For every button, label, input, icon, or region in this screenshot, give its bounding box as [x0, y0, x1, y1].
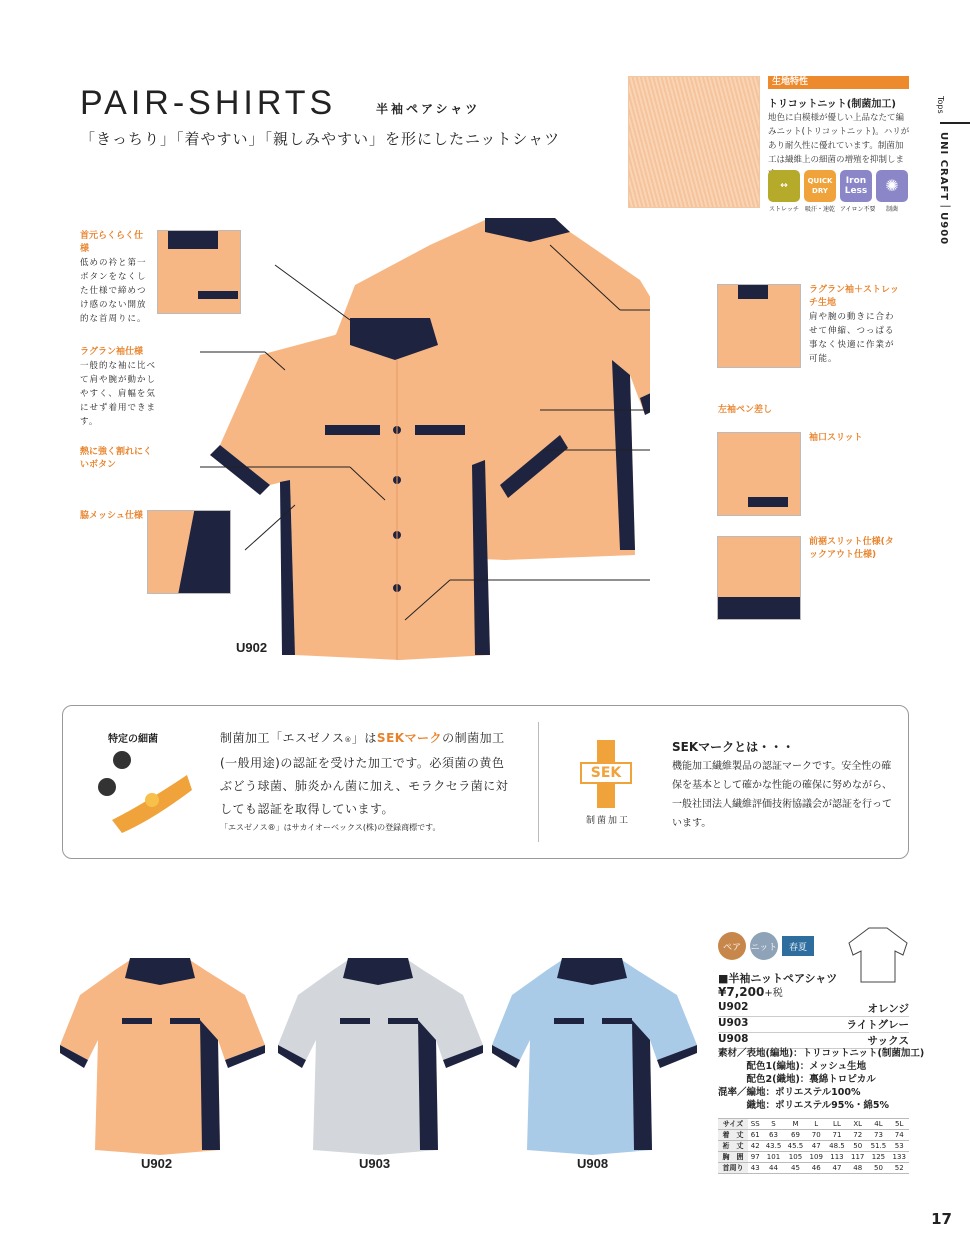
page-subtitle: 半袖ペアシャツ	[376, 102, 481, 116]
size-cell: 97	[748, 1152, 763, 1163]
product-badges	[718, 932, 814, 960]
size-cell: 43	[748, 1163, 763, 1174]
size-cell: L	[806, 1119, 826, 1130]
size-cell: 44	[763, 1163, 785, 1174]
fabric-description: 地色に白模様が優しい上品なたて編みニット(トリコットニット)。ハリがあり耐久性に優れています。制菌加工は繊維上の細菌の増殖を抑制しま	[768, 113, 910, 165]
size-row	[718, 1152, 909, 1163]
product-materials: 素材／表地(編地)：トリコットニット(制菌加工) 配色1(編地)：メッシュ生地 配色2(織地)：裏綿トロピカル 混率／編地：ポリエステル100% 織地：ポリエステル95%・綿5%	[718, 1048, 925, 1111]
bacteria-illustration	[92, 745, 196, 835]
size-cell: 109	[806, 1152, 826, 1163]
size-cell: SS	[748, 1119, 763, 1130]
quick-dry-icon: QUICK DRY	[804, 170, 836, 202]
code-row: U902 オレンジ	[718, 1001, 909, 1015]
feature-iron-less: Iron Less アイロン不要	[840, 170, 872, 213]
product-price: ¥7,200+税	[718, 985, 783, 999]
category-label: Tops	[936, 96, 945, 114]
size-cell: 胸 囲	[718, 1152, 748, 1163]
iron-less-icon: Iron Less	[840, 170, 872, 202]
tagline: 「きっちり」「着やすい」「親しみやすい」を形にしたニットシャツ	[80, 130, 561, 148]
size-cell: 5L	[889, 1119, 909, 1130]
feature-quick-dry: QUICK DRY 吸汗・速乾	[804, 170, 836, 213]
size-cell: 51.5	[867, 1141, 889, 1152]
main-model-label: U902	[236, 640, 268, 655]
size-cell: 117	[848, 1152, 868, 1163]
size-cell: サイズ	[718, 1119, 748, 1130]
size-cell: 47	[826, 1163, 848, 1174]
stretch-icon: ↔	[768, 170, 800, 202]
page-title: PAIR-SHIRTS	[80, 84, 337, 122]
divider	[940, 122, 970, 124]
size-cell: 113	[826, 1152, 848, 1163]
thumb-hem	[717, 536, 801, 620]
product-name: ■半袖ニットペアシャツ	[718, 972, 838, 985]
variant-shirts	[60, 950, 700, 1160]
product-codes	[718, 1001, 909, 1049]
size-cell: S	[763, 1119, 785, 1130]
size-cell: 46	[806, 1163, 826, 1174]
sek-title: SEKマークとは・・・	[672, 740, 795, 754]
callout-mesh: 脇メッシュ仕様	[80, 511, 143, 521]
variant-label-u903: U903	[359, 1156, 391, 1171]
size-cell: 71	[826, 1130, 848, 1141]
size-cell: 61	[748, 1130, 763, 1141]
size-cell: 69	[784, 1130, 806, 1141]
size-cell: 45	[784, 1163, 806, 1174]
size-cell: 101	[763, 1152, 785, 1163]
size-cell: 53	[889, 1141, 909, 1152]
size-row	[718, 1163, 909, 1174]
size-table	[718, 1118, 909, 1174]
size-cell: 4L	[867, 1119, 889, 1130]
antibacterial-description: 制菌加工「エスゼノス®」はSEKマークの制菌加工(一般用途)の認証を受けた加工です。必須菌の黄色ぶどう球菌、肺炎かん菌に加え、モラクセラ菌に対しても認証を取得しています。	[220, 731, 509, 816]
feature-antibacterial: ✺ 制菌	[876, 170, 908, 213]
size-cell: M	[784, 1119, 806, 1130]
variant-u902	[60, 958, 265, 1155]
callout-button: 熱に強く割れにくいボタン	[80, 447, 153, 470]
callout-collar: 首元らくらく仕様 低めの衿と第一ボタンをなくした仕様で締めつけ感のない開放的な首周りに。	[80, 231, 147, 324]
size-cell: 45.5	[784, 1141, 806, 1152]
callout-raglan: ラグラン袖仕様 一般的な袖に比べて肩や腕が動かしやすく、肩幅を気にせず着用できます。	[80, 347, 157, 427]
size-cell: 50	[867, 1163, 889, 1174]
brand-label: UNI CRAFT｜U900	[938, 132, 949, 246]
size-cell: 48.5	[826, 1141, 848, 1152]
size-cell: 74	[889, 1130, 909, 1141]
code-row: U908 サックス	[718, 1033, 909, 1047]
sek-description: 機能加工繊維製品の認証マークです。安全性の確保を基本として確かな性能の確保に努めながら、一般社団法人繊維評価技術協議会が認証を行っています。	[672, 761, 892, 829]
size-cell: LL	[826, 1119, 848, 1130]
size-row	[718, 1130, 909, 1141]
callout-raglan-stretch: ラグラン袖＋ストレッチ生地 肩や腕の動きに合わせて伸縮、つっぱる事なく快適に作業が可能。	[809, 285, 899, 364]
callout-hem: 前裾スリット仕様(タックアウト仕様)	[809, 537, 894, 560]
info-divider	[538, 722, 539, 842]
fabric-tag: 生地特性	[768, 76, 909, 89]
size-cell: 72	[848, 1130, 868, 1141]
size-cell: 47	[806, 1141, 826, 1152]
size-cell: 首周り	[718, 1163, 748, 1174]
antibacterial-icon: ✺	[876, 170, 908, 202]
variant-u903	[278, 958, 483, 1155]
size-cell: 133	[889, 1152, 909, 1163]
feature-stretch: ↔ ストレッチ	[768, 170, 800, 213]
size-cell: XL	[848, 1119, 868, 1130]
front-shirt	[210, 318, 568, 660]
size-cell: 43.5	[763, 1141, 785, 1152]
size-row	[718, 1119, 909, 1130]
size-cell: 73	[867, 1130, 889, 1141]
sek-label: 制菌加工	[586, 816, 631, 826]
main-shirt-illustration	[200, 210, 650, 670]
badge-season: 春夏	[782, 936, 814, 956]
page-number: 17	[931, 1210, 952, 1228]
variant-label-u902: U902	[141, 1156, 173, 1171]
size-cell: 63	[763, 1130, 785, 1141]
feature-icons	[768, 170, 908, 213]
shirt-line-drawing	[845, 925, 911, 985]
badge-knit: ニット	[750, 932, 778, 960]
size-row	[718, 1141, 909, 1152]
size-cell: 52	[889, 1163, 909, 1174]
size-cell: 50	[848, 1141, 868, 1152]
size-cell: 着 丈	[718, 1130, 748, 1141]
thumb-collar	[157, 230, 241, 314]
side-tab	[932, 96, 970, 246]
callout-cuff: 袖口スリット	[809, 433, 863, 443]
size-cell: 125	[867, 1152, 889, 1163]
thumb-cuff	[717, 432, 801, 516]
code-row: U903 ライトグレー	[718, 1017, 909, 1031]
variant-u908	[492, 958, 697, 1155]
badge-pair: ペア	[718, 932, 746, 960]
callout-pen: 左袖ペン差し	[718, 405, 773, 415]
size-cell: 70	[806, 1130, 826, 1141]
thumb-mesh	[147, 510, 231, 594]
size-cell: 裄 丈	[718, 1141, 748, 1152]
thumb-raglan-stretch	[717, 284, 801, 368]
bacteria-heading: 特定の細菌	[108, 734, 158, 745]
trademark-note: 「エスゼノス®」はサカイオーベックス(株)の登録商標です。	[220, 823, 441, 832]
sek-logo: SEK	[580, 740, 632, 808]
size-cell: 105	[784, 1152, 806, 1163]
size-cell: 42	[748, 1141, 763, 1152]
fabric-swatch	[628, 76, 760, 208]
fabric-name: トリコットニット(制菌加工)	[768, 99, 896, 110]
size-cell: 48	[848, 1163, 868, 1174]
variant-label-u908: U908	[577, 1156, 609, 1171]
